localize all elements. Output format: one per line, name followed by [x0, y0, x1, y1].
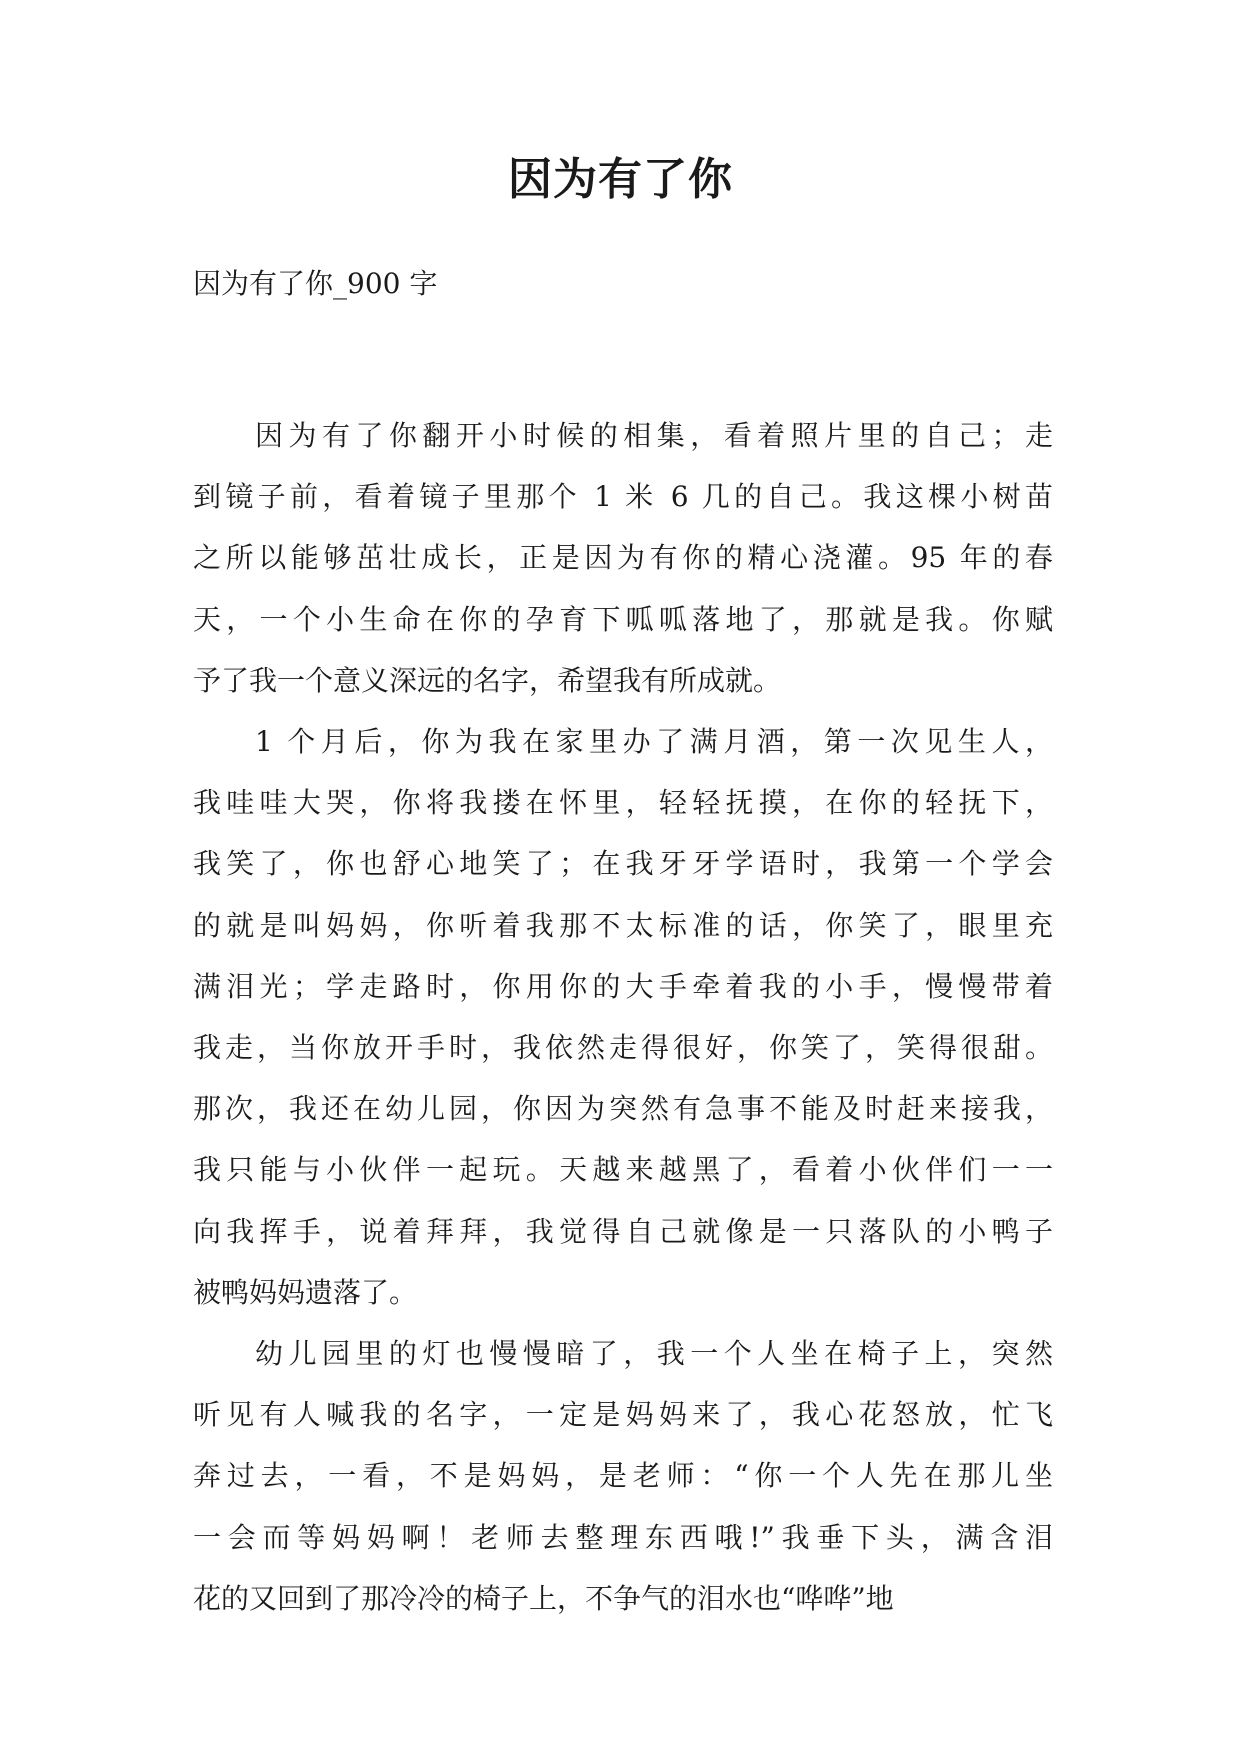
paragraph-line: 之所以能够茁壮成长，正是因为有你的精心浇灌。95 年的春: [193, 541, 1053, 575]
paragraph-line: 幼儿园里的灯也慢慢暗了，我一个人坐在椅子上，突然: [255, 1337, 1053, 1371]
paragraph-line: 一会而等妈妈啊！老师去整理东西哦!”我垂下头，满含泪: [193, 1520, 1053, 1554]
paragraph-line: 奔过去，一看，不是妈妈，是老师：“你一个人先在那儿坐: [193, 1459, 1053, 1493]
paragraph-line: 我只能与小伙伴一起玩。天越来越黑了，看着小伙伴们一一: [193, 1153, 1053, 1187]
paragraph-line: 到镜子前，看着镜子里那个 1 米 6 几的自己。我这棵小树苗: [193, 480, 1053, 514]
paragraph: [193, 711, 1053, 1323]
paragraph-line: 我笑了，你也舒心地笑了；在我牙牙学语时，我第一个学会: [193, 847, 1053, 881]
paragraph-line: 我哇哇大哭，你将我搂在怀里，轻轻抚摸，在你的轻抚下，: [193, 786, 1053, 820]
paragraph-line: 那次，我还在幼儿园，你因为突然有急事不能及时赶来接我，: [193, 1092, 1053, 1126]
document-title: 因为有了你: [508, 154, 733, 205]
paragraph-line: 满泪光；学走路时，你用你的大手牵着我的小手，慢慢带着: [193, 969, 1053, 1003]
paragraph-line: 的就是叫妈妈，你听着我那不太标准的话，你笑了，眼里充: [193, 908, 1053, 942]
paragraph-line: 被鸭妈妈遗落了。: [193, 1275, 418, 1309]
paragraph-line: 花的又回到了那冷冷的椅子上，不争气的泪水也“哗哗”地: [193, 1581, 894, 1615]
paragraph: [193, 1323, 1053, 1629]
document-subtitle: 因为有了你_900 字: [193, 267, 438, 300]
paragraph-line: 予了我一个意义深远的名字，希望我有所成就。: [193, 663, 782, 697]
document-body: [193, 405, 1053, 1629]
paragraph-line: 听见有人喊我的名字，一定是妈妈来了，我心花怒放，忙飞: [193, 1398, 1053, 1432]
paragraph-line: 1 个月后，你为我在家里办了满月酒，第一次见生人，: [255, 725, 1053, 759]
paragraph-line: 我走，当你放开手时，我依然走得很好，你笑了，笑得很甜。: [193, 1031, 1053, 1065]
paragraph-line: 向我挥手，说着拜拜，我觉得自己就像是一只落队的小鸭子: [193, 1214, 1053, 1248]
paragraph-line: 天，一个小生命在你的孕育下呱呱落地了，那就是我。你赋: [193, 602, 1053, 636]
paragraph: [193, 405, 1053, 711]
paragraph-line: 因为有了你翻开小时候的相集，看着照片里的自己；走: [255, 419, 1053, 452]
